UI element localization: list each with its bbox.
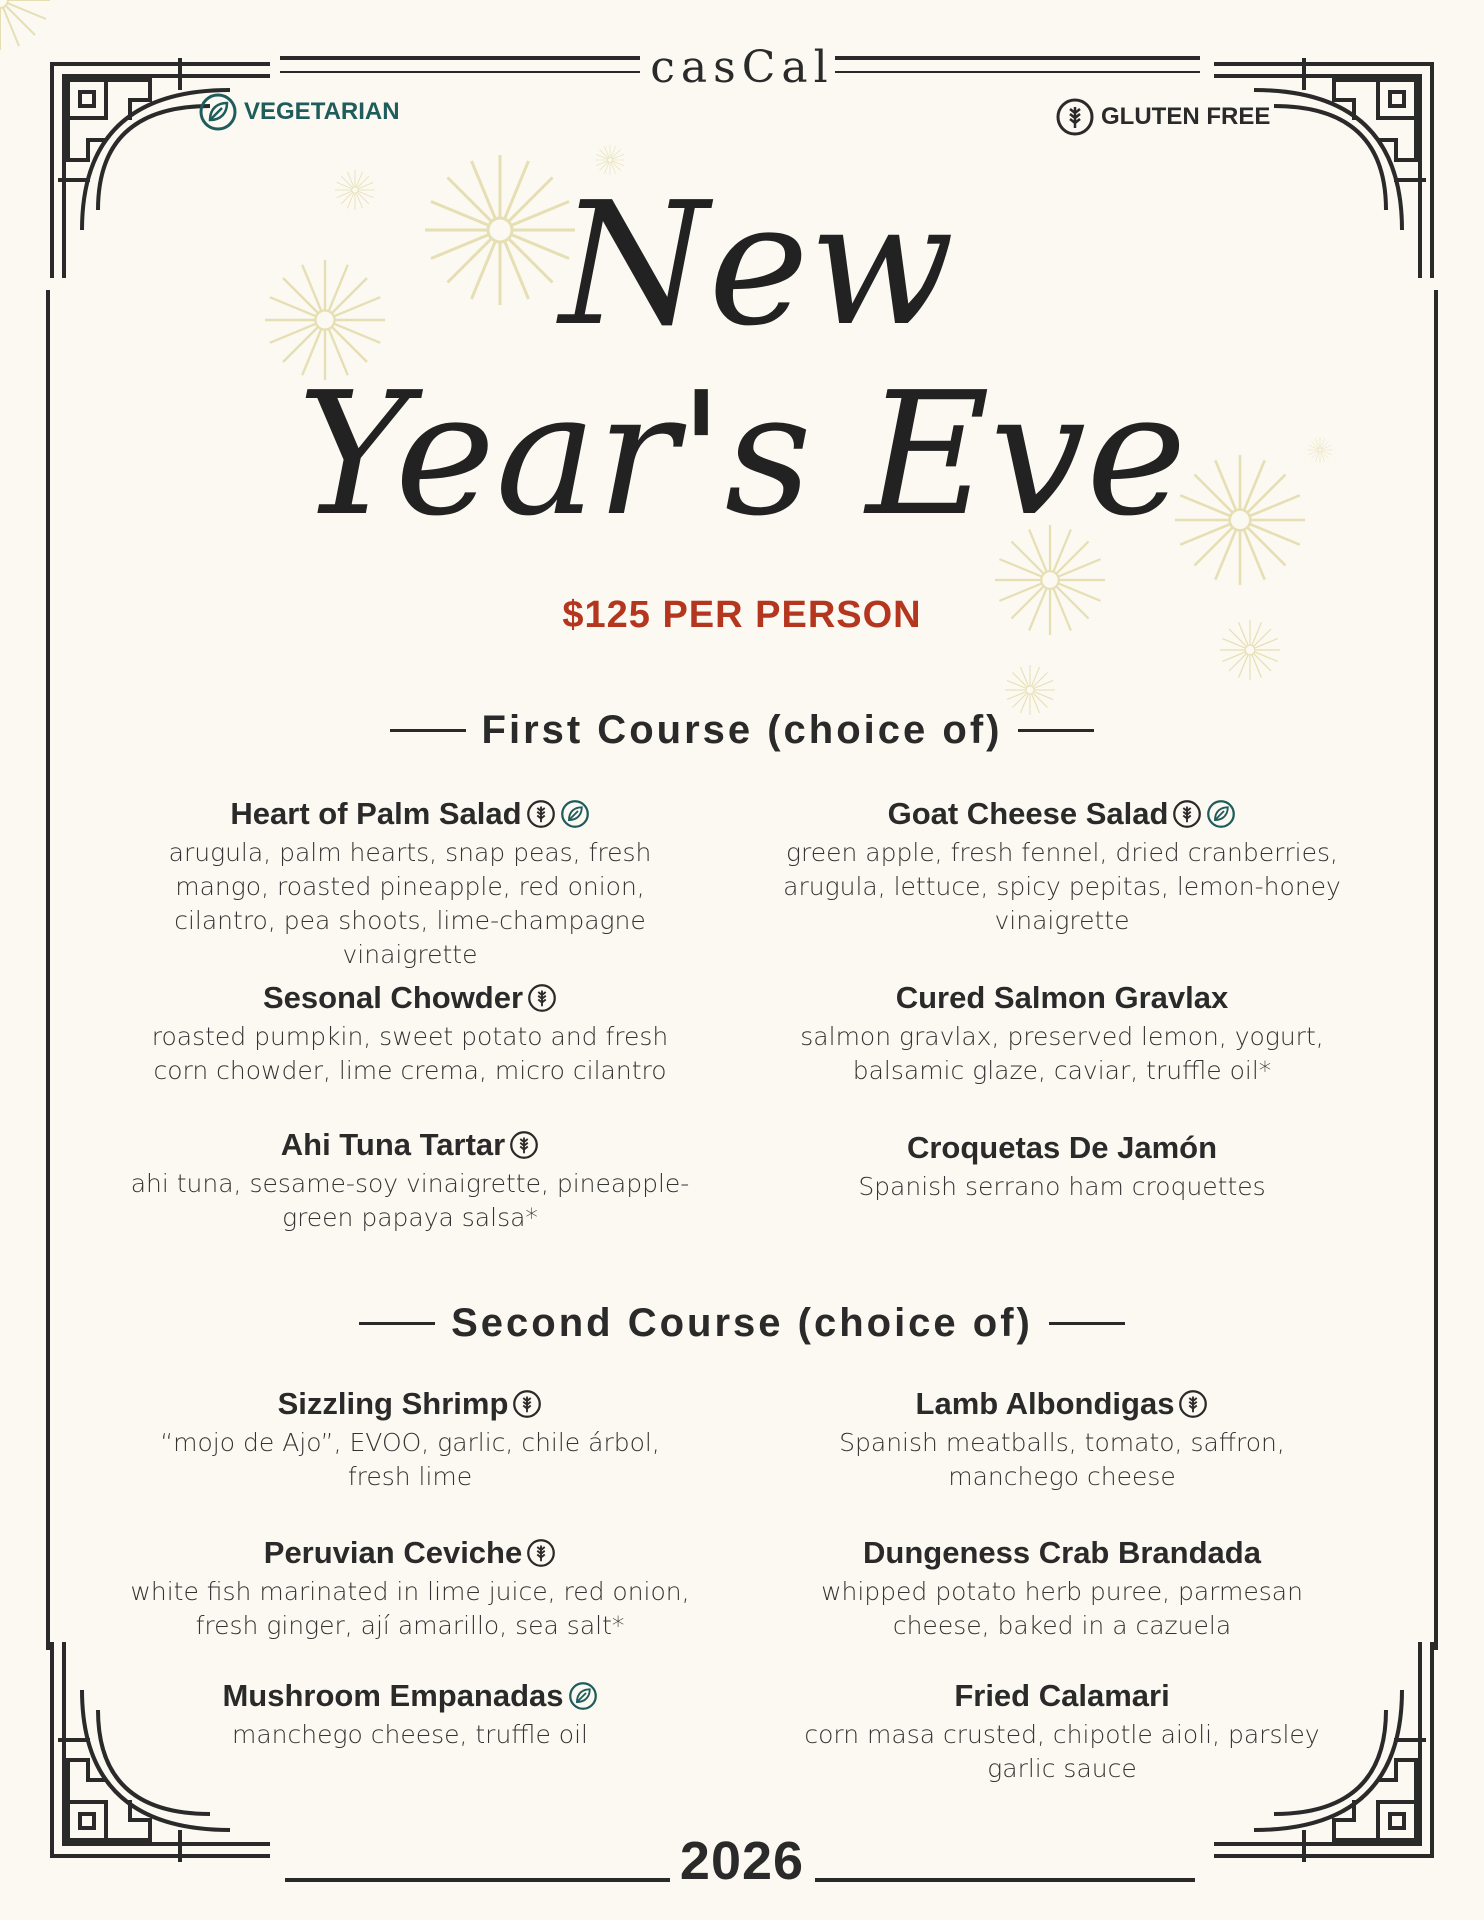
wheat-icon	[1055, 97, 1095, 137]
first-course-heading	[0, 708, 1484, 753]
menu-item-name: Fried Calamari	[954, 1678, 1170, 1713]
menu-item-name: Cured Salmon Gravlax	[895, 980, 1229, 1015]
menu-item-name: Goat Cheese Salad	[782, 794, 1342, 834]
menu-item-description: arugula, palm hearts, snap peas, fresh mango, roasted pineapple, red onion, cilantro, pea shoots, lime-champagne vinaigrette	[168, 838, 652, 969]
gluten-free-label: GLUTEN FREE	[1101, 103, 1271, 130]
menu-item	[782, 794, 1342, 938]
menu-item-name: Peruvian Ceviche	[130, 1533, 690, 1573]
leaf-icon	[560, 799, 590, 829]
wheat-icon	[509, 1130, 539, 1160]
menu-item	[782, 1128, 1342, 1204]
course-heading-text: First Course (choice of)	[481, 708, 1003, 752]
gluten-free-legend	[1055, 97, 1270, 137]
menu-item	[782, 978, 1342, 1088]
wheat-icon	[1178, 1389, 1208, 1419]
menu-item-description: roasted pumpkin, sweet potato and fresh corn chowder, lime crema, micro cilantro	[151, 1022, 669, 1085]
menu-item	[130, 794, 690, 972]
wheat-icon	[526, 1538, 556, 1568]
menu-item-description: green apple, fresh fennel, dried cranberries, arugula, lettuce, spicy pepitas, lemon-honey vinaigrette	[783, 838, 1341, 935]
menu-item-name: Croquetas De Jamón	[906, 1130, 1218, 1165]
menu-item-name: Sesonal Chowder	[130, 978, 690, 1018]
wheat-icon	[527, 983, 557, 1013]
menu-item-name: Dungeness Crab Brandada	[863, 1535, 1261, 1570]
menu-item	[782, 1384, 1342, 1494]
menu-item	[782, 1533, 1342, 1643]
menu-item-description: salmon gravlax, preserved lemon, yogurt, balsamic glaze, caviar, truffle oil*	[800, 1022, 1324, 1085]
course-heading-text: Second Course (choice of)	[451, 1301, 1033, 1345]
menu-item-name: Heart of Palm Salad	[130, 794, 690, 834]
menu-item-name: Ahi Tuna Tartar	[130, 1125, 690, 1165]
vegetarian-legend	[198, 92, 400, 132]
brand-logo: casCal	[650, 42, 834, 93]
vegetarian-label: VEGETARIAN	[244, 98, 400, 125]
heading-rule	[359, 1322, 435, 1325]
title-line-1: New	[559, 166, 955, 364]
wheat-icon	[512, 1389, 542, 1419]
heading-rule	[1018, 729, 1094, 732]
heading-rule	[1049, 1322, 1125, 1325]
menu-item-name: Sizzling Shrimp	[130, 1384, 690, 1424]
menu-item	[130, 1384, 690, 1494]
menu-item-description: ahi tuna, sesame-soy vinaigrette, pineapple-green papaya salsa*	[130, 1169, 690, 1232]
menu-item	[130, 978, 690, 1088]
menu-item-description: manchego cheese, truffle oil	[232, 1720, 588, 1749]
menu-item-description: corn masa crusted, chipotle aioli, parsley garlic sauce	[804, 1720, 1320, 1783]
menu-item-description: white fish marinated in lime juice, red onion, fresh ginger, ají amarillo, sea salt*	[130, 1577, 690, 1640]
menu-item	[782, 1676, 1342, 1786]
menu-item	[130, 1125, 690, 1235]
menu-item-description: whipped potato herb puree, parmesan cheese, baked in a cazuela	[821, 1577, 1303, 1640]
second-course-heading	[0, 1301, 1484, 1346]
year-badge: 2026	[679, 1831, 805, 1891]
leaf-icon	[1206, 799, 1236, 829]
price-per-person: $125 PER PERSON	[562, 594, 922, 636]
wheat-icon	[1172, 799, 1202, 829]
leaf-icon	[198, 92, 238, 132]
title-line-2: Year's Eve	[297, 356, 1187, 554]
wheat-icon	[526, 799, 556, 829]
menu-item	[130, 1676, 690, 1752]
menu-item-description: Spanish meatballs, tomato, saffron, manchego cheese	[839, 1428, 1285, 1491]
menu-item-name: Lamb Albondigas	[782, 1384, 1342, 1424]
leaf-icon	[568, 1681, 598, 1711]
heading-rule	[390, 729, 466, 732]
menu-item-name: Mushroom Empanadas	[130, 1676, 690, 1716]
menu-item	[130, 1533, 690, 1643]
menu-item-description: Spanish serrano ham croquettes	[858, 1172, 1266, 1201]
menu-item-description: “mojo de Ajo”, EVOO, garlic, chile árbol, fresh lime	[160, 1428, 660, 1491]
